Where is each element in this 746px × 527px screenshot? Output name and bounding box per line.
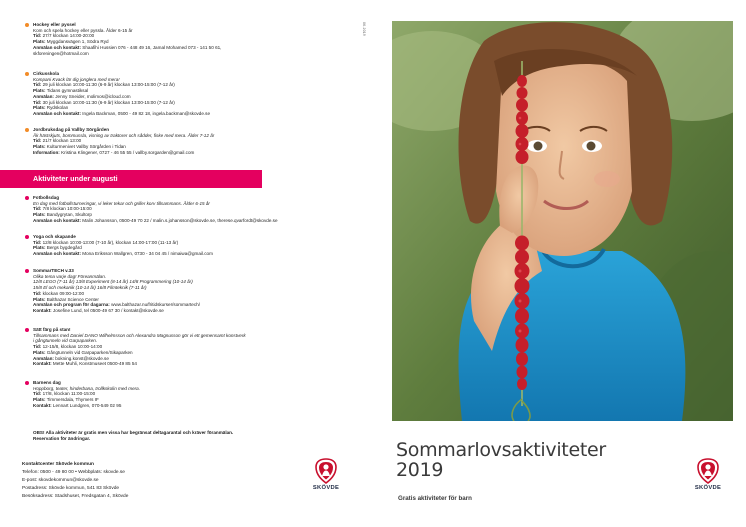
detail-value: Shaafihi Hussien 076 - 448 49 16, Jamal Mohamed 073 - 141 50 61, [81, 44, 222, 50]
detail-label: Plats: [33, 397, 46, 403]
activity-item [33, 380, 333, 409]
brochure-subtitle: Gratis aktiviteter för barn [398, 495, 472, 502]
skovde-crest-icon [314, 458, 338, 484]
detail-value: Bandygrytan, Skultorp [45, 212, 92, 218]
detail-value: Malin Johansson, 0500-49 70 22 / malin.s.johansson@skovde.se, therese.qvarfordt@skovde.se [81, 217, 278, 223]
detail-value: 12-15/8, klockan 10:00-14:00 [41, 344, 103, 350]
activity-detail [33, 218, 333, 224]
detail-label: Anmälan och kontakt: [33, 44, 81, 50]
detail-value: 7/8 klockan 10:00-15:00 [41, 206, 92, 212]
detail-label: Tid: [33, 344, 42, 350]
detail-value: Rydskolan [45, 105, 69, 111]
detail-value: bokning.konst@skovde.se [53, 355, 109, 361]
detail-label: Anmälan och kontakt: [33, 110, 81, 116]
activity-item [33, 71, 333, 117]
contact-email: E-post: skovdekommun@skovde.se [22, 477, 99, 483]
detail-label: Tid: [33, 290, 42, 296]
detail-value: Lennart Lundgren, 070-549 02 95 [51, 402, 122, 408]
skovde-logo [306, 458, 346, 491]
girl-with-strawberries-illustration [392, 21, 733, 421]
detail-label: Plats: [33, 349, 46, 355]
cover-photo [392, 21, 733, 421]
activity-intro: Hoppborg, teater, hinderbana, trollkskolin med mera. [33, 385, 140, 391]
activity-item [33, 195, 333, 224]
brochure-title [396, 441, 606, 480]
detail-label: Plats: [33, 296, 46, 302]
activity-detail [33, 111, 333, 117]
contact-title: Kontaktcenter Skövde kommun [22, 462, 94, 467]
activity-detail [33, 150, 333, 156]
detail-label: Kontakt: [33, 361, 52, 367]
detail-value: Josefine Lund, tel 0500-49 67 30 / kontakt@skovde.se [51, 307, 164, 313]
activity-detail [33, 51, 333, 57]
detail-value: 27/7 klockan 14:00-20:00 [41, 33, 95, 39]
activity-title: Barnens dag [33, 380, 61, 385]
activity-item [33, 127, 333, 156]
detail-label: Tid: [33, 82, 42, 88]
contact-visit: Besöksadress: Stadshuset, Fredsgatan 4, Skövde [22, 493, 129, 499]
detail-value: Bergs bygdegård [45, 245, 82, 251]
august-heading: Aktiviteter under augusti [0, 170, 262, 188]
detail-value: Timmersdala, Thymers IF [45, 397, 99, 403]
contact-postal: Postadress: Skövde kommun, 541 83 Skövde [22, 485, 120, 491]
detail-label: Anmälan och program för dagarna: [33, 302, 110, 308]
detail-value: 12/8 klockan 10:00-13:00 (7-10 år), klockan 14:00-17:00 (11-13 år) [41, 239, 179, 245]
obs-line: Reservation för ändringar. [33, 435, 91, 441]
detail-value: www.balthazar.nu/fritidskurser/sommartech/ [109, 302, 200, 308]
activity-intro: En dag med fotbollsturneringar, vi leker tekar och griller korv tillsammans. Ålder 6-15 år [33, 200, 210, 206]
activity-title: Sätt färg på stan! [33, 327, 71, 332]
bullet-dot-icon [25, 235, 29, 239]
activity-item [33, 22, 333, 56]
activity-detail [33, 251, 333, 257]
detail-label: Anmälan och kontakt: [33, 217, 81, 223]
activity-title: Cirkusskola [33, 71, 60, 76]
contact-block [22, 461, 262, 501]
bullet-dot-icon [25, 381, 29, 385]
detail-label: Plats: [33, 88, 46, 94]
detail-label: Tid: [33, 99, 42, 105]
detail-label: Plats: [33, 39, 46, 45]
detail-label: Tid: [33, 33, 42, 39]
detail-value: Jenny Sneider, molimos@icloud.com [53, 93, 131, 99]
detail-value: Kom och spela hockey eller pyssla. Ålder 6-15 år [33, 27, 133, 33]
detail-value: Balthazar Science Center [45, 296, 99, 302]
activity-item [33, 234, 333, 257]
activity-title: Yoga och skapande [33, 234, 76, 239]
logo-wordmark: SKÖVDE [694, 485, 722, 491]
detail-label: Anmälan: [33, 93, 54, 99]
detail-label: Plats: [33, 144, 46, 150]
detail-value: Kulturmenivet Vallby Sörgården i Tidan [45, 144, 126, 150]
activity-intro: Tillsammans med Daniel DANO Wilhelmsson och Alexandra Magnusson gör vi ett gemensamt konstverk [33, 332, 246, 338]
detail-value: skforeningen@hotmail.com [33, 50, 89, 56]
bullet-dot-icon [25, 269, 29, 273]
detail-value: klockan 09:00-12:00 [41, 290, 84, 296]
detail-label: Tid: [33, 391, 42, 397]
detail-value: Mona Eriksson Wallgren, 0730 - 34 04 45 / nimaiwa@gmail.com [81, 251, 213, 257]
detail-label: Plats: [33, 105, 46, 111]
detail-value: 17/8, klockan 11:00-15:00 [41, 391, 96, 397]
activity-title: SommarTECH v.33 [33, 268, 74, 273]
detail-label: Kontakt: [33, 307, 52, 313]
detail-value: Mette Muhli, Konstmuseet 0500-49 85 54 [51, 361, 137, 367]
detail-value: Gångtunneln vid Garpaparken/Sikaparken [45, 349, 133, 355]
logo-wordmark: SKÖVDE [312, 485, 340, 491]
detail-label: Plats: [33, 245, 46, 251]
skovde-crest-icon [696, 458, 720, 484]
detail-value: 21/7 klockan 13:00 [41, 138, 82, 144]
detail-label: Information: [33, 149, 60, 155]
bullet-dot-icon [25, 72, 29, 76]
activity-title: Fotbollsdag [33, 195, 60, 200]
activity-title: Hockey eller pyssel [33, 22, 76, 27]
activity-intro: Olika tema varje dag! Föreanmälan. [33, 273, 107, 279]
skovde-logo-front [688, 458, 728, 491]
obs-line: OBS! Alla aktiviteter är gratis men vissa har begränsat deltagarantal och kräver föranmälan. [33, 430, 234, 435]
activity-detail [33, 308, 333, 314]
activity-extra: i gångtunneln vid Garpaparken. [33, 338, 98, 344]
activity-detail [33, 403, 333, 409]
detail-label: Tid: [33, 138, 42, 144]
brochure-front-page [373, 0, 746, 527]
bullet-dot-icon [25, 196, 29, 200]
activity-detail [33, 361, 333, 367]
activity-intro: Kompani Kvack lär dig jonglera med mera! [33, 76, 120, 82]
bullet-dot-icon [25, 328, 29, 332]
print-code: 06.2019 [362, 22, 366, 37]
detail-value: Tidans gymnastiksal [45, 88, 89, 94]
detail-label: Plats: [33, 212, 46, 218]
activity-extra: 12/8 LEGO (7-11 år) 13/8 Experiment (8-14 år) 14/8 Programmering (10-14 år) [33, 279, 193, 285]
detail-label: Anmälan och kontakt: [33, 251, 81, 257]
detail-label: Tid: [33, 239, 42, 245]
detail-value: Kristina Klingener, 0727 - 46 55 55 / vallby.sorgarden@gmail.com [59, 149, 195, 155]
activity-title: Jordbruksdag på Vallby Sörgården [33, 127, 110, 132]
title-line-1: Sommarlovsaktiviteter [396, 439, 606, 461]
detail-value: 29 juli klockan 10:00-11:30 (6-9 år) klockan 13:00-15:00 (7-12 år) [41, 82, 175, 88]
activity-intro: Åk hästskjuts, bommussla, visning av traktorer och sådder, fiske med mera. Ålder 7-12 år [33, 132, 215, 138]
activity-item [33, 327, 333, 367]
contact-phone-web: Telefon: 0500 - 49 80 00 • Webbplats: skovde.se [22, 469, 125, 475]
activity-extra: 15/8 El och mekanik (10-14 år) 16/8 Filmteknik (7-11 år) [33, 285, 147, 291]
activity-item [33, 268, 333, 314]
detail-label: Kontakt: [33, 402, 52, 408]
obs-notice [33, 430, 323, 442]
detail-value: 30 juli klockan 10:00-11:30 (6-9 år) klockan 13:00-15:00 (7-12 år) [41, 99, 175, 105]
bullet-dot-icon [25, 23, 29, 27]
detail-label: Tid: [33, 206, 42, 212]
detail-label: Anmälan: [33, 355, 54, 361]
title-line-2: 2019 [396, 458, 444, 481]
detail-value: Ingela Backman, 0500 - 49 82 18, ingela.backman@skovde.se [81, 110, 211, 116]
detail-value: Myggdansvägen 1, Södra Ryd [45, 39, 109, 45]
bullet-dot-icon [25, 128, 29, 132]
